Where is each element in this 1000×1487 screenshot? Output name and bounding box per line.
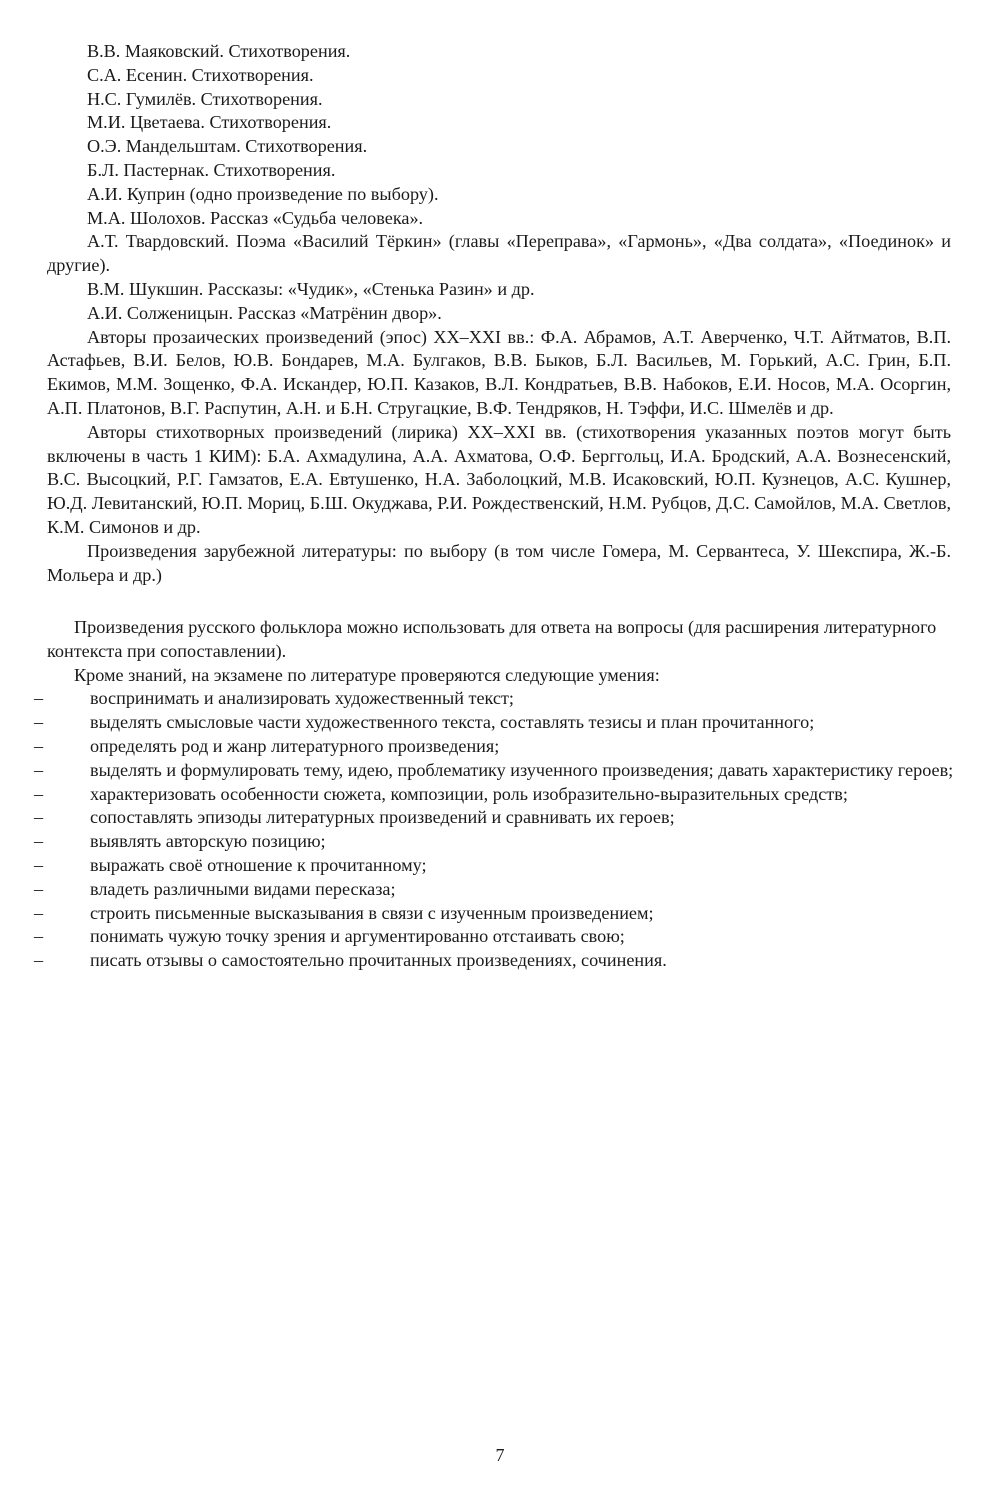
skill-text: писать отзывы о самостоятельно прочитанных произведениях, сочинения. <box>90 950 667 971</box>
list-item <box>34 949 957 973</box>
dash-bullet: – <box>34 902 44 923</box>
skill-text: воспринимать и анализировать художественный текст; <box>90 688 514 709</box>
list-item <box>34 854 957 878</box>
list-item <box>34 759 957 783</box>
skill-text: выражать своё отношение к прочитанному; <box>90 854 427 875</box>
dash-bullet: – <box>34 878 44 899</box>
authors-list <box>47 40 951 587</box>
list-item <box>34 711 957 735</box>
dash-bullet: – <box>34 926 44 947</box>
skill-text: определять род и жанр литературного произведения; <box>90 735 500 756</box>
list-item: В.В. Маяковский. Стихотворения. <box>87 41 351 61</box>
folklore-note: Произведения русского фольклора можно использовать для ответа на вопросы (для расширения литературного контекста при сопоставлении). <box>47 617 937 661</box>
skill-text: выделять смысловые части художественного текста, составлять тезисы и план прочитанного; <box>90 712 815 733</box>
dash-bullet: – <box>34 735 44 756</box>
list-item <box>34 783 957 807</box>
list-item: Б.Л. Пастернак. Стихотворения. <box>87 159 336 180</box>
skill-text: выявлять авторскую позицию; <box>90 831 326 852</box>
list-item <box>34 735 957 759</box>
skill-text: характеризовать особенности сюжета, композиции, роль изобразительно-выразительных средств; <box>90 783 848 804</box>
list-item: А.И. Куприн (одно произведение по выбору). <box>87 183 439 204</box>
dash-bullet: – <box>34 783 44 804</box>
list-item: Н.С. Гумилёв. Стихотворения. <box>87 88 323 109</box>
list-item: А.И. Солженицын. Рассказ «Матрёнин двор». <box>87 302 442 323</box>
list-item <box>34 925 957 949</box>
list-item: В.М. Шукшин. Рассказы: «Чудик», «Стенька Разин» и др. <box>87 278 535 299</box>
dash-bullet: – <box>34 831 44 852</box>
list-item: М.И. Цветаева. Стихотворения. <box>87 112 332 133</box>
list-item <box>34 878 957 902</box>
dash-bullet: – <box>34 950 44 971</box>
skill-text: понимать чужую точку зрения и аргументированно отстаивать свою; <box>90 926 625 947</box>
list-item <box>34 687 957 711</box>
dash-bullet: – <box>34 712 44 733</box>
dash-bullet: – <box>34 807 44 828</box>
list-item: С.А. Есенин. Стихотворения. <box>87 64 314 85</box>
skill-text: владеть различными видами пересказа; <box>90 878 396 899</box>
dash-bullet: – <box>34 854 44 875</box>
skill-text: сопоставлять эпизоды литературных произведений и сравнивать их героев; <box>90 807 675 828</box>
foreign-literature-paragraph: Произведения зарубежной литературы: по выбору (в том числе Гомера, М. Сервантеса, У. Шекспира, Ж.-Б. Мольера и др.) <box>47 540 951 585</box>
skill-text: выделять и формулировать тему, идею, проблематику изученного произведения; давать характеристику героев; <box>90 759 954 780</box>
dash-bullet: – <box>34 688 44 709</box>
page-number: 7 <box>495 1445 505 1465</box>
skills-intro: Кроме знаний, на экзамене по литературе проверяются следующие умения: <box>74 664 660 685</box>
skill-text: строить письменные высказывания в связи с изученным произведением; <box>90 902 654 923</box>
list-item: О.Э. Мандельштам. Стихотворения. <box>87 136 368 157</box>
list-item <box>34 902 957 926</box>
skills-section <box>34 616 957 973</box>
list-item <box>34 830 957 854</box>
list-item: А.Т. Твардовский. Поэма «Василий Тёркин» (главы «Переправа», «Гармонь», «Два солдата», «Поединок» и другие). <box>47 231 951 276</box>
poetry-authors-paragraph: Авторы стихотворных произведений (лирика) XX–XXI вв. (стихотворения указанных поэтов могут быть включены в часть 1 КИМ): Б.А. Ахмадулина, А.А. Ахматова, О.Ф. Берггольц, И.А. Бродский, А.А. Вознесенский, В.С. Высоцкий, Р.Г. Гамзатов, Е.А. Евтушенко, Н.А. Заболоцкий, М.В. Исаковский, Ю.П. Кузнецов, А.С. Кушнер, Ю.Д. Левитанский, Ю.П. Мориц, Б.Ш. Окуджава, Р.И. Рождественский, Н.М. Рубцов, Д.С. Самойлов, М.А. Светлов, К.М. Симонов и др. <box>47 421 951 537</box>
list-item <box>34 806 957 830</box>
dash-bullet: – <box>34 759 44 780</box>
skills-list <box>34 687 957 973</box>
prose-authors-paragraph: Авторы прозаических произведений (эпос) XX–XXI вв.: Ф.А. Абрамов, А.Т. Аверченко, Ч.Т. Айтматов, В.П. Астафьев, В.И. Белов, Ю.В. Бондарев, М.А. Булгаков, В.В. Быков, Б.Л. Васильев, М. Горький, А.С. Грин, Б.П. Екимов, М.М. Зощенко, Ф.А. Искандер, Ю.П. Казаков, В.Л. Кондратьев, В.В. Набоков, Е.И. Носов, М.А. Осоргин, А.П. Платонов, В.Г. Распутин, А.Н. и Б.Н. Стругацкие, В.Ф. Тендряков, Н. Тэффи, И.С. Шмелёв и др. <box>47 326 951 418</box>
list-item: М.А. Шолохов. Рассказ «Судьба человека». <box>87 207 424 228</box>
